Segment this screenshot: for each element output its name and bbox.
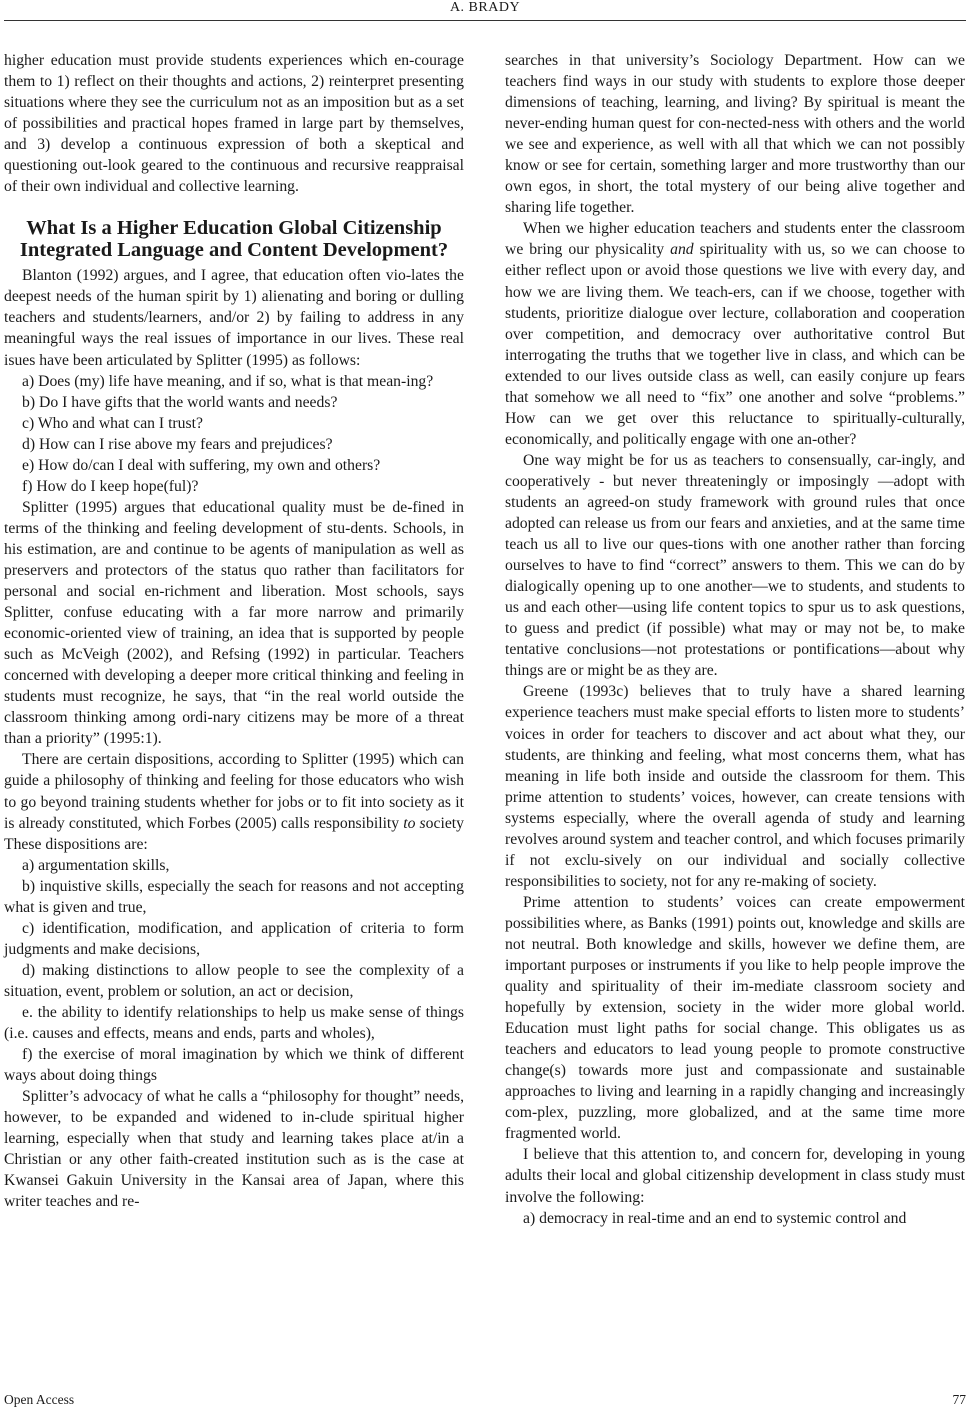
section-heading <box>4 197 464 265</box>
question-item: a) Does (my) life have meaning, and if so, what is that mean-ing? <box>22 372 434 390</box>
open-access-label: Open Access <box>4 1392 75 1407</box>
section-heading-line2: Integrated Language and Content Development? <box>19 239 449 262</box>
disposition-item: d) making distinctions to allow people to see the complexity of a situation, event, problem or solution, an act or decision, <box>4 961 464 1000</box>
running-head: A. BRADY <box>449 0 521 15</box>
disposition-item: e. the ability to identify relationships to help us make sense of things (i.e. causes and effects, means and ends, parts and wholes), <box>4 1003 464 1043</box>
continued-paragraph: searches in that university’s Sociology Department. How can we teachers find ways in our study with students to explore those deeper dimensions of teaching, learning, and living? By spiritual is meant the never-ending human quest for con-nected-ness with others and the world we see and experience, as well with all that which we can not possibly know or see for certain, something larger and more trustworthy than our own egos, in short, the total mystery of our being alive together and sharing life together. <box>505 52 965 217</box>
one-way-paragraph: One way might be for us as teachers to consensually, car-ingly, and cooperatively - but never threateningly or imposingly —adopt with students an agreed-on study framework with ground rules that once adopted can release us from our fears and anxieties, and at the same time teach us all to live our ques-tions with one another rather than forcing ourselves to have to find “correct” answers to them. This we can do by dialogically opening up to one another—we to students, and students to us and each other—using life content topics to spur us to ask questions, to guess and predict (if possible) what may or may not be, to make tentative conclusions—not protestations or pontifications—about why things are or might be as they are. <box>505 451 965 680</box>
blanton-paragraph: Blanton (1992) argues, and I agree, that education often vio-lates the deepest needs of the human spirit by 1) alienating and boring or dulling teachers and students/learners, and/or 2) by failing to address in any meaningful ways the real issues of importance in our lives. These real isues have been articulated by Splitter (1995) as follows: <box>4 267 464 369</box>
splitter-paragraph: Splitter (1995) argues that educational quality must be de-fined in terms of the thinking and feeling development of stu-dents. Schools, in his estimation, are and continue to be agents of manipulation as well as preservers and protectors of the status quo rather than facilitators for personal and social en-richment and liberation. Most schools, says Splitter, confuse educating with a far more narrow and primarily economic-oriented view of training, an idea that is supported by people such as McVeigh (2002), and Refsing (1992) in particular. Teachers concerned with developing a deeper more critical thinking and feeling in students must recognize, he says, that “in the real world outside the classroom thinking among ordi-nary citizens may be more of a threat than a priority” (1995:1). <box>4 498 464 748</box>
page-number: 77 <box>952 1392 966 1407</box>
dispositions-paragraph <box>4 749 464 854</box>
left-column <box>4 50 464 1212</box>
classroom-text-b: spirituality with us, so we can choose to either reflect upon or avoid those questions we live with every day, and how we are living them. We teach-ers, can if we choose, together with students, prioritize dialogue over lecture, collaboration and cooperation over competition, and democracy over authoritative control But interrogating the truths that we together live in class, and which can be extended to our lives outside class as well, can easily conjure up fears that somehow we all need to “fix” one another and solve “problems.” How can we get over this reluctance to spiritually-culturally, economically, and politically engage with one an-other? <box>505 241 965 448</box>
disposition-item: b) inquistive skills, especially the seach for reasons and not accepting what is given and true, <box>4 877 464 916</box>
question-item: d) How can I rise above my fears and prejudices? <box>22 435 333 453</box>
intro-paragraph: higher education must provide students experiences which en-courage them to 1) reflect on their thoughts and actions, 2) reinterpret presenting situations where they see the curriculum not as an imposition but as a set of possibilities and practical hopes framed in large part by themselves, and 3) develop a continuous expression of both a skeptical and questioning out-look geared to the continuous and recursive reappraisal of their own individual and collective learning. <box>4 52 464 196</box>
question-item: e) How do/can I deal with suffering, my own and others? <box>22 456 381 474</box>
classroom-paragraph <box>505 218 965 450</box>
classroom-text-a: When we higher education teachers and students enter the classroom we bring our physicality <box>505 220 965 259</box>
democracy-item: a) democracy in real-time and an end to systemic control and <box>523 1209 907 1227</box>
dispositions-text-italic: to s <box>403 814 426 832</box>
dispositions-text-a: There are certain dispositions, according to Splitter (1995) which can guide a philosophy of thinking and feeling for those educators who wish to go beyond training students whether for jobs or to fit into society as it is already constituted, which Forbes (2005) calls responsibility <box>4 751 464 832</box>
classroom-text-italic: and <box>670 241 694 259</box>
question-item: f) How do I keep hope(ful)? <box>22 477 199 495</box>
disposition-item: f) the exercise of moral imagination by which we think of different ways about doing things <box>4 1046 464 1085</box>
question-item: c) Who and what can I trust? <box>22 414 203 432</box>
section-heading-line1: What Is a Higher Education Global Citizenship <box>26 217 442 240</box>
advocacy-paragraph: Splitter’s advocacy of what he calls a “philosophy for thought” needs, however, to be expanded and widened to in-clude spiritual higher learning, especially when that study and learning takes place at/in a Christian or any other faith-created institution such as is the case at Kwansei Gakuin University in the Kansai area of Japan, where this writer teaches and re- <box>4 1088 464 1211</box>
disposition-item: c) identification, modification, and application of criteria to form judgments and make decisions, <box>4 919 464 958</box>
header-rule <box>4 20 966 21</box>
disposition-item: a) argumentation skills, <box>22 856 170 874</box>
question-item: b) Do I have gifts that the world wants and needs? <box>22 393 338 411</box>
belief-paragraph: I believe that this attention to, and concern for, developing in young adults their local and global citizenship development in class study must involve the following: <box>505 1146 965 1206</box>
right-column <box>505 50 965 1229</box>
dispositions-text-b: ociety These dispositions are: <box>4 814 465 853</box>
greene-paragraph: Greene (1993c) believes that to truly have a shared learning experience teachers must make special efforts to listen more to students’ voices in order for teachers to discover and act about what they, our students, are thinking and feeling, what most concerns them, what has meaning in life both inside and outside the classroom for them. This prime attention to students’ voices, however, can create tensions with systems especially, where the overall agenda of study and learning revolves around system and teacher control, and which focuses primarily if not exclu-sively on our individual and socially collective responsibilities to society, not for any re-making of society. <box>505 683 965 890</box>
prime-attention-paragraph: Prime attention to students’ voices can create empowerment possibilities where, as Banks (1991) points out, knowledge and skills are not neutral. Both knowledge and skills, however we define them, are important purposes or instruments if you like to help people improve the quality and spirituality of their im-mediate classroom society and hopefully by extension, society in the wider more global world. Education must light paths for social change. This obligates us as teachers and educators to lead young people to promote constructive change(s) towards more just and compassionate and sustainable approaches to living and learning in a rapidly changing and increasingly com-plex, puzzling, more globalized, and at the same time more fragmented world. <box>505 893 965 1143</box>
